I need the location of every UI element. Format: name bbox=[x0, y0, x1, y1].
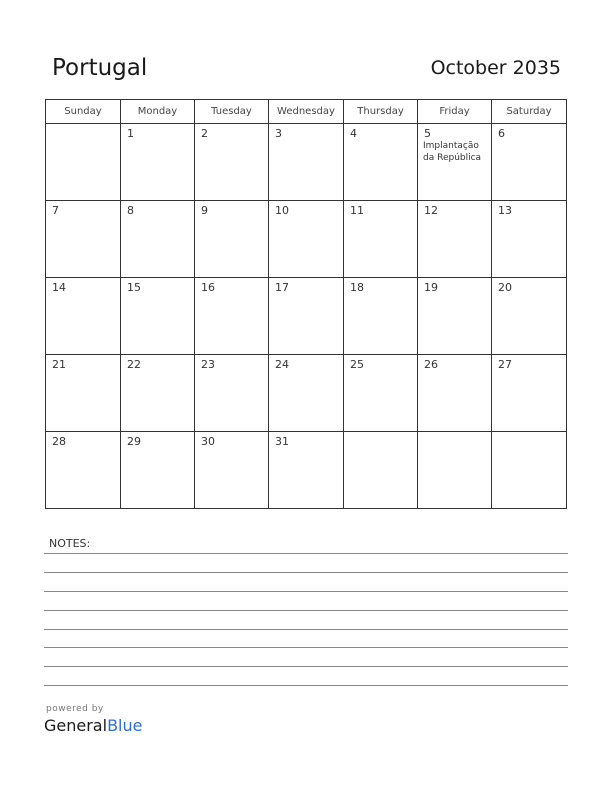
day-number: 22 bbox=[127, 358, 141, 371]
day-number: 11 bbox=[350, 204, 364, 217]
note-line bbox=[44, 572, 568, 573]
day-cell bbox=[121, 278, 195, 355]
logo-general-text: General bbox=[44, 716, 108, 735]
day-cell bbox=[269, 432, 344, 509]
day-number: 7 bbox=[52, 204, 59, 217]
day-number: 3 bbox=[275, 127, 282, 140]
calendar-grid bbox=[45, 99, 567, 509]
day-cell bbox=[46, 278, 121, 355]
day-cell bbox=[492, 278, 567, 355]
weekday-header: Sunday bbox=[46, 100, 121, 124]
note-line bbox=[44, 629, 568, 630]
week-row bbox=[46, 124, 567, 201]
day-cell bbox=[344, 278, 418, 355]
day-number: 8 bbox=[127, 204, 134, 217]
day-cell bbox=[195, 124, 269, 201]
week-row bbox=[46, 201, 567, 278]
day-cell bbox=[46, 355, 121, 432]
note-line bbox=[44, 647, 568, 648]
week-row bbox=[46, 432, 567, 509]
powered-by-text: powered by bbox=[46, 704, 104, 714]
week-row bbox=[46, 355, 567, 432]
day-cell bbox=[46, 201, 121, 278]
notes-label: NOTES: bbox=[49, 537, 91, 550]
day-cell bbox=[492, 432, 567, 509]
day-cell bbox=[418, 278, 492, 355]
day-cell bbox=[121, 355, 195, 432]
note-line bbox=[44, 666, 568, 667]
day-cell bbox=[195, 355, 269, 432]
day-cell bbox=[269, 355, 344, 432]
month-year-title: October 2035 bbox=[430, 57, 561, 79]
day-cell bbox=[269, 201, 344, 278]
weekday-header: Tuesday bbox=[195, 100, 269, 124]
day-number: 1 bbox=[127, 127, 134, 140]
note-line bbox=[44, 685, 568, 686]
day-number: 4 bbox=[350, 127, 357, 140]
day-number: 29 bbox=[127, 435, 141, 448]
note-line bbox=[44, 591, 568, 592]
day-number: 17 bbox=[275, 281, 289, 294]
day-cell bbox=[418, 201, 492, 278]
weekday-header: Thursday bbox=[344, 100, 418, 124]
day-cell bbox=[418, 355, 492, 432]
day-number: 25 bbox=[350, 358, 364, 371]
day-number: 20 bbox=[498, 281, 512, 294]
day-cell bbox=[269, 124, 344, 201]
day-cell bbox=[46, 124, 121, 201]
weekday-header-row bbox=[46, 100, 567, 124]
day-number: 12 bbox=[424, 204, 438, 217]
day-cell bbox=[344, 432, 418, 509]
generalblue-logo bbox=[44, 716, 142, 735]
day-cell bbox=[418, 124, 492, 201]
day-cell bbox=[492, 124, 567, 201]
day-cell bbox=[269, 278, 344, 355]
weekday-header: Monday bbox=[121, 100, 195, 124]
day-cell bbox=[344, 201, 418, 278]
day-cell bbox=[492, 355, 567, 432]
day-number: 24 bbox=[275, 358, 289, 371]
day-number: 13 bbox=[498, 204, 512, 217]
day-cell bbox=[46, 432, 121, 509]
day-cell bbox=[195, 201, 269, 278]
day-cell bbox=[418, 432, 492, 509]
day-cell bbox=[195, 432, 269, 509]
weekday-header: Friday bbox=[418, 100, 492, 124]
holiday-label: Implantação da República bbox=[423, 141, 482, 163]
day-number: 26 bbox=[424, 358, 438, 371]
day-cell bbox=[121, 124, 195, 201]
day-number: 31 bbox=[275, 435, 289, 448]
country-title: Portugal bbox=[52, 55, 148, 81]
day-number: 10 bbox=[275, 204, 289, 217]
day-cell bbox=[195, 278, 269, 355]
day-number: 18 bbox=[350, 281, 364, 294]
day-number: 2 bbox=[201, 127, 208, 140]
day-number: 27 bbox=[498, 358, 512, 371]
weekday-header: Saturday bbox=[492, 100, 567, 124]
day-number: 19 bbox=[424, 281, 438, 294]
day-number: 6 bbox=[498, 127, 505, 140]
day-number: 23 bbox=[201, 358, 215, 371]
week-row bbox=[46, 278, 567, 355]
day-cell bbox=[492, 201, 567, 278]
day-cell bbox=[121, 201, 195, 278]
day-number: 5 bbox=[424, 127, 431, 140]
day-number: 15 bbox=[127, 281, 141, 294]
day-number: 28 bbox=[52, 435, 66, 448]
day-number: 16 bbox=[201, 281, 215, 294]
day-number: 30 bbox=[201, 435, 215, 448]
day-number: 14 bbox=[52, 281, 66, 294]
day-cell bbox=[121, 432, 195, 509]
day-number: 9 bbox=[201, 204, 208, 217]
note-line bbox=[44, 553, 568, 554]
weekday-header: Wednesday bbox=[269, 100, 344, 124]
note-line bbox=[44, 610, 568, 611]
day-cell bbox=[344, 124, 418, 201]
logo-blue-text: Blue bbox=[107, 716, 143, 735]
day-cell bbox=[344, 355, 418, 432]
calendar-body bbox=[46, 124, 567, 509]
day-number: 21 bbox=[52, 358, 66, 371]
